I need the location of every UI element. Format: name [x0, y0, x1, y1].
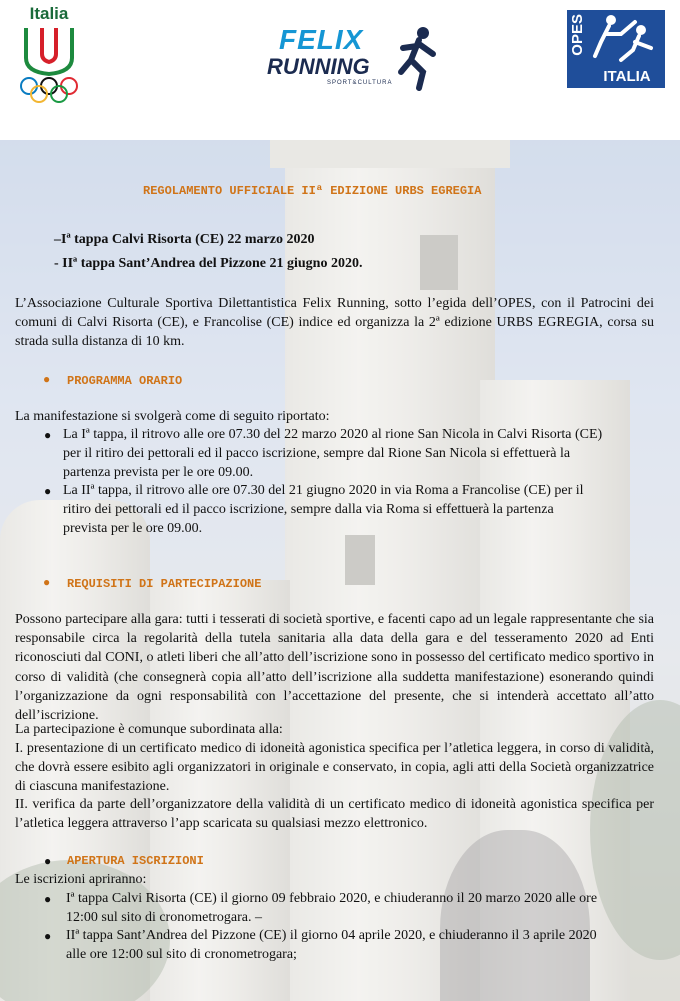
list-bullet-icon: ● — [44, 428, 52, 442]
list-bullet-icon: ● — [44, 484, 52, 498]
coni-tricolor-icon — [18, 26, 80, 76]
list-bullet-icon: ● — [44, 854, 52, 868]
coni-logo-text: Italia — [29, 4, 69, 23]
iscrizioni-lead: Le iscrizioni apriranno: — [15, 872, 147, 887]
stage-line-1: –Iª tappa Calvi Risorta (CE) 22 marzo 2020 — [54, 232, 315, 247]
programma-item-1-line-2: per il ritiro dei pettorali ed il pacco iscrizione, sempre dal Rione San Nicola si effettuerà la — [63, 446, 571, 461]
felix-logo-title: FELIX — [279, 24, 364, 55]
section-heading-programma: PROGRAMMA ORARIO — [67, 374, 183, 388]
programma-item-2-line-1: La IIª tappa, il ritrovo alle ore 07.30 del 21 giugno 2020 in via Roma a Francolise (CE) per il — [63, 483, 584, 498]
stage-line-2: - IIª tappa Sant’Andrea del Pizzone 21 giugno 2020. — [54, 256, 363, 271]
programma-item-2-line-2: ritiro dei pettorali ed il pacco iscrizione, sempre dalla via Roma si effettuerà la partenza — [63, 502, 554, 517]
section-bullet-icon: ● — [43, 372, 51, 386]
requisiti-point-2: II. verifica da parte dell’organizzatore della validità di un certificato medico di idoneità agonistica specifica per l’atletica leggera attraverso l’app scaricata su qualsiasi mezzo elettronico. — [15, 797, 654, 832]
section-bullet-icon: ● — [43, 575, 51, 589]
opes-logo-text: OPES — [569, 14, 586, 56]
athletes-icon — [591, 12, 661, 64]
opes-logo-italia: ITALIA — [603, 68, 651, 85]
felix-running-logo — [265, 22, 440, 102]
coni-logo — [18, 4, 80, 108]
felix-logo-tagline: SPORT&CULTURA — [327, 80, 393, 86]
felix-logo-subtitle: RUNNING — [267, 54, 370, 79]
list-bullet-icon: ● — [44, 929, 52, 943]
opes-italia-logo — [567, 10, 665, 88]
iscrizioni-item-1-line-1: Iª tappa Calvi Risorta (CE) il giorno 09 febbraio 2020, e chiuderanno il 20 marzo 2020 alle ore — [66, 891, 598, 906]
programma-lead: La manifestazione si svolgerà come di seguito riportato: — [15, 409, 330, 424]
programma-item-2-line-3: prevista per le ore 09.00. — [63, 521, 203, 536]
olympic-rings-icon — [18, 76, 80, 106]
iscrizioni-item-2-line-2: alle ore 12:00 sul sito di cronometrogara; — [66, 947, 297, 962]
programma-item-1-line-1: La Iª tappa, il ritrovo alle ore 07.30 del 22 marzo 2020 al rione San Nicola in Calvi Risorta (CE) — [63, 427, 603, 442]
requisiti-sub: La partecipazione è comunque subordinata alla: — [15, 722, 283, 737]
list-bullet-icon: ● — [44, 892, 52, 906]
runner-icon — [393, 26, 443, 96]
document-title: REGOLAMENTO UFFICIALE IIª EDIZIONE URBS EGREGIA — [143, 184, 482, 198]
section-heading-iscrizioni: APERTURA ISCRIZIONI — [67, 854, 204, 868]
programma-item-1-line-3: partenza prevista per le ore 09.00. — [63, 465, 254, 480]
iscrizioni-item-2-line-1: IIª tappa Sant’Andrea del Pizzone (CE) il giorno 04 aprile 2020, e chiuderanno il 3 aprile 2020 — [66, 928, 597, 943]
intro-paragraph: L’Associazione Culturale Sportiva Dilettantistica Felix Running, sotto l’egida dell’OPES, con il Patrocini dei comuni di Calvi Risorta (CE), e Francolise (CE) indice ed organizza la 2ª edizione URBS EGREGIA, corsa su strada sulla distanza di 10 km. — [15, 296, 654, 350]
requisiti-point-1: I. presentazione di un certificato medico di idoneità agonistica specifica per l’atletica leggera, in corso di validità, che dovrà essere esibito agli organizzatori in originale e conservato, in copia, agli atti della Società organizzatrice di ciascuna manifestazione. — [15, 741, 654, 795]
section-heading-requisiti: REQUISITI DI PARTECIPAZIONE — [67, 577, 262, 591]
requisiti-paragraph: Possono partecipare alla gara: tutti i tesserati di società sportive, e facenti capo ad un legale rappresentante che sia responsabile circa la regolarità della tutela sanitaria alla data della gara e del tesseramento 2020 ad Enti riconosciuti dal CONI, o atleti liberi che all’atto dell’iscrizione sono in possesso del certificato medico sportivo in corso di validità (che consegnerà copia all’atto dell’iscrizione alla suddetta manifestazione) esonerando quindi l’organizzazione da ogni responsabilità con l’accettazione del presente, che si intenderà accettato all’atto dell’iscrizione. — [15, 612, 654, 724]
iscrizioni-item-1-line-2: 12:00 sul sito di cronometrogara. – — [66, 910, 262, 925]
